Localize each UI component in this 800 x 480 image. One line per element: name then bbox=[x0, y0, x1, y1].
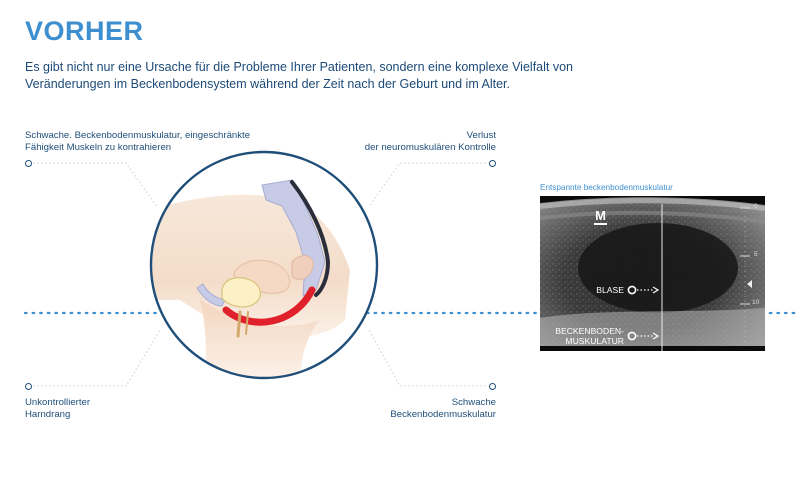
callout-marker-bottom-left bbox=[25, 383, 32, 390]
callout-top-left-line1: Schwache. Beckenbodenmuskulatur, eingeschränkte bbox=[25, 130, 251, 141]
callout-marker-bottom-right bbox=[489, 383, 496, 390]
callout-top-left-line2: Fähigkeit Muskeln zu kontrahieren bbox=[25, 142, 172, 153]
ultrasound-scale-5: 5 bbox=[754, 251, 758, 258]
callout-top-right-line2: der neuromuskulären Kontrolle bbox=[364, 142, 496, 153]
page-title: VORHER bbox=[25, 16, 144, 46]
ultrasound-caption: Entspannte beckenbodenmuskulatur bbox=[540, 183, 673, 192]
callout-bottom-right-line2: Beckenbodenmuskulatur bbox=[390, 409, 496, 420]
ultrasound-label-pelvic-floor-line1: BECKENBODEN- bbox=[555, 326, 624, 336]
callout-top-right-line1: Verlust bbox=[466, 130, 496, 141]
ultrasound-scale-0: 0 bbox=[754, 203, 758, 210]
callout-bottom-left-line2: Harndrang bbox=[25, 409, 71, 420]
callout-marker-top-right bbox=[489, 160, 496, 167]
ultrasound-scale-10: 10 bbox=[752, 299, 760, 306]
intro-paragraph: Es gibt nicht nur eine Ursache für die Probleme Ihrer Patienten, sondern eine komplexe Vielfalt von Veränderungen im Beckenbodensystem während der Zeit nach der Geburt und im Alter. bbox=[25, 60, 573, 91]
callout-bottom-left bbox=[25, 397, 90, 421]
ultrasound-label-pelvic-floor bbox=[555, 326, 624, 346]
callout-top-right bbox=[365, 130, 496, 154]
ultrasound-logo: M bbox=[595, 208, 606, 223]
callout-bottom-right bbox=[390, 397, 496, 421]
callout-marker-top-left bbox=[25, 160, 32, 167]
callout-bottom-left-line1: Unkontrollierter bbox=[25, 397, 91, 408]
ultrasound-label-pelvic-floor-line2: MUSKULATUR bbox=[565, 336, 624, 346]
callout-bottom-right-line1: Schwache bbox=[451, 397, 496, 408]
callout-top-left bbox=[25, 130, 250, 154]
ultrasound-image bbox=[540, 196, 765, 351]
ultrasound-label-bladder: BLASE bbox=[596, 285, 624, 295]
